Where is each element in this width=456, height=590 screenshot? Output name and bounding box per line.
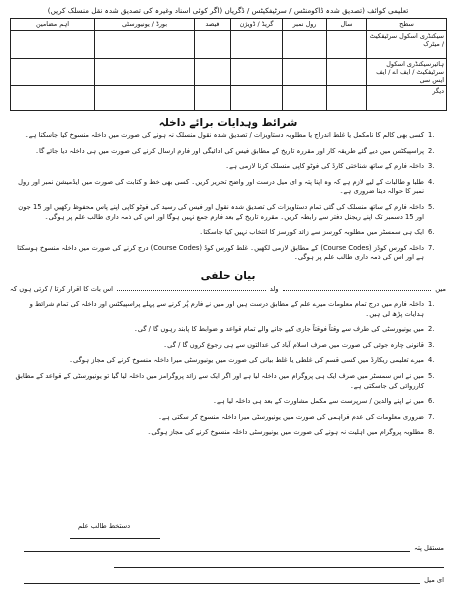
table-row	[11, 31, 447, 59]
roll-number-cell[interactable]	[283, 31, 327, 59]
intro-start: میں	[435, 284, 446, 293]
subjects-cell[interactable]	[11, 59, 95, 86]
list-item	[10, 203, 446, 222]
affidavit-intro	[10, 284, 446, 294]
column-header-board: بورڈ / یونیورسٹی	[95, 19, 195, 31]
item-text: ایک ہی سمسٹر میں مطلوبہ کورسز سے زائد کورسز کا انتخاب نہیں کیا جاسکتا۔	[199, 228, 424, 237]
list-item	[10, 356, 446, 366]
signature-label: دستخط طالب علم	[78, 522, 131, 530]
list-item	[10, 300, 446, 319]
email-label: ای میل	[424, 576, 444, 584]
list-item	[10, 397, 446, 407]
percentage-cell[interactable]	[195, 59, 231, 86]
item-number: 7.	[428, 412, 435, 421]
board-cell[interactable]	[95, 31, 195, 59]
item-text: میں یونیورسٹی کی طرف سے وقتاً فوقتاً جاری کیے جانے والے تمام قواعد و ضوابط کا پابند رہوں گا / گی۔	[133, 325, 424, 334]
table-row	[11, 59, 447, 86]
list-item	[10, 131, 446, 141]
intro-mid: ولد	[269, 284, 279, 293]
item-text: قانونی چارہ جوئی کی صورت میں صرف اسلام آباد کی عدالتوں سے ہی رجوع کروں گا / گی۔	[163, 340, 424, 349]
list-item	[10, 341, 446, 351]
table-header-row	[11, 19, 447, 31]
address-field-line-2[interactable]	[114, 560, 444, 568]
signature-line[interactable]	[70, 538, 160, 539]
item-number: 3.	[428, 162, 435, 171]
list-item	[10, 372, 446, 391]
column-header-grade: گریڈ / ڈویژن	[231, 19, 283, 31]
item-text: میں نے اس سمسٹر میں صرف ایک ہی پروگرام میں داخلہ لیا ہے اور اگر ایک سے زائد پروگرامز میں داخلہ لیا گیا تو یونیورسٹی کے قواعد کے مطابق کارروائی کی جاسکتی ہے۔	[15, 371, 424, 390]
column-header-percentage: فیصد	[195, 19, 231, 31]
item-text: ضروری معلومات کی عدم فراہمی کی صورت میں یونیورسٹی میرا داخلہ منسوخ کر سکتی ہے۔	[157, 412, 424, 421]
subjects-cell[interactable]	[11, 31, 95, 59]
list-item	[10, 162, 446, 172]
item-number: 4.	[428, 177, 435, 186]
grade-cell[interactable]	[231, 86, 283, 111]
column-header-year: سال	[327, 19, 367, 31]
subjects-cell[interactable]	[11, 86, 95, 111]
email-field[interactable]	[24, 576, 420, 584]
year-cell[interactable]	[327, 31, 367, 59]
roll-number-cell[interactable]	[283, 86, 327, 111]
affidavit-list	[10, 300, 446, 438]
percentage-cell[interactable]	[195, 86, 231, 111]
board-cell[interactable]	[95, 86, 195, 111]
board-cell[interactable]	[95, 59, 195, 86]
terms-title: شرائط وہدایات برائے داخلہ	[158, 117, 298, 129]
list-item	[10, 178, 446, 197]
year-cell[interactable]	[327, 59, 367, 86]
item-text: پراسپیکٹس میں دیے گئے طریقہ کار اور مقررہ تاریخ کے مطابق فیس کی ادائیگی اور فارم ارسال کرنے کی صورت میں ہی داخلہ دیا جائے گا۔	[35, 146, 424, 155]
item-text: مطلوبہ پروگرام میں اہلیت نہ ہونے کی صورت میں یونیورسٹی داخلہ منسوخ کرنے کی مجاز ہوگی۔	[147, 428, 424, 437]
qualifications-heading: تعلیمی کوائف (تصدیق شدہ ڈاکومنٹس / سرٹیفکیٹس / ڈگریاں (اگر کوئی اسناد وغیرہ کی تصدیق شدہ نقل منسلک کریں)	[47, 6, 409, 15]
row-label-intermediate: ہائیرسیکنڈری اسکول سرٹیفکیٹ / ایف اے / ایف ایس سی	[367, 59, 447, 86]
item-number: 5.	[428, 202, 435, 211]
item-number: 1.	[428, 131, 435, 139]
column-header-subjects: اہم مضامین	[11, 19, 95, 31]
father-name-field[interactable]	[117, 284, 266, 291]
item-number: 2.	[428, 146, 435, 155]
item-text: داخلہ فارم میں درج تمام معلومات میرے علم کے مطابق درست ہیں اور میں نے فارم پُر کرنے سے پہلے پراسپیکٹس اور داخلہ کی تمام شرائط و ہدایات پڑھ لی ہیں۔	[29, 299, 424, 318]
affidavit-title: بیان حلفی	[200, 269, 256, 282]
item-number: 4.	[428, 356, 435, 365]
address-field[interactable]	[24, 544, 410, 552]
year-cell[interactable]	[327, 86, 367, 111]
item-number: 5.	[428, 371, 435, 380]
item-text: میرے تعلیمی ریکارڈ میں کسی قسم کی غلطی یا غلط بیانی کی صورت میں یونیورسٹی میرا داخلہ منسوخ کرنے کی مجاز ہوگی۔	[69, 356, 424, 365]
list-item	[10, 147, 446, 157]
percentage-cell[interactable]	[195, 31, 231, 59]
list-item	[10, 228, 446, 238]
item-text: داخلہ کورس کوڈز (Course Codes) کے مطابق لازمی لکھیں۔ غلط کورس کوڈ (Course Codes) درج کرنے کی صورت میں داخلہ منسوخ ہوسکتا ہے اور اس کی ذمہ داری طالب علم پر ہوگی۔	[17, 243, 424, 262]
row-label-other: دیگر	[367, 86, 447, 111]
item-number: 7.	[428, 243, 435, 252]
column-header-roll-number: رول نمبر	[283, 19, 327, 31]
list-item	[10, 325, 446, 335]
grade-cell[interactable]	[231, 31, 283, 59]
item-number: 1.	[428, 299, 435, 308]
list-item	[10, 244, 446, 263]
grade-cell[interactable]	[231, 59, 283, 86]
signature-section	[0, 522, 456, 590]
qualifications-table	[10, 18, 447, 111]
address-continuation-row	[114, 560, 444, 568]
intro-end: اس بات کا اقرار کرتا / کرتی ہوں کہ	[9, 284, 113, 293]
roll-number-cell[interactable]	[283, 59, 327, 86]
item-number: 6.	[428, 397, 435, 406]
item-number: 2.	[428, 325, 435, 334]
email-row	[24, 576, 444, 584]
address-row	[24, 544, 444, 552]
item-text: میں نے اپنے والدین / سرپرست سے مکمل مشاورت کے بعد ہی داخلہ لیا ہے۔	[213, 397, 424, 406]
item-number: 3.	[428, 340, 435, 349]
name-field[interactable]	[283, 284, 432, 291]
item-number: 6.	[428, 228, 435, 237]
list-item	[10, 413, 446, 423]
row-label-matric: سیکنڈری اسکول سرٹیفکیٹ / میٹرک	[367, 31, 447, 59]
item-text: کسی بھی کالم کا نامکمل یا غلط اندراج یا مطلوبہ دستاویزات / تصدیق شدہ نقول منسلک نہ ہونے کی صورت میں داخلہ منسوخ کیا جاسکتا ہے۔	[24, 131, 424, 139]
table-row	[11, 86, 447, 111]
item-text: داخلہ فارم کے ساتھ شناختی کارڈ کی فوٹو کاپی منسلک کرنا لازمی ہے۔	[225, 162, 424, 171]
column-header-level: سطح	[367, 19, 447, 31]
list-item	[10, 428, 446, 438]
address-label: مستقل پتہ	[414, 544, 444, 552]
item-text: داخلہ فارم کے ساتھ منسلک کی گئی تمام دستاویزات کی تصدیق شدہ نقول اور فیس کی رسید کی فوٹو کاپی اپنے پاس محفوظ رکھیں اور 15 جون اور 15 دسمبر تک اپنے ریجنل دفتر سے رابطہ کریں۔ مقررہ تاریخ کے بعد فارم جمع نہیں ہوگا اور اس کی ذمہ داری طالب علم پر ہوگی۔	[18, 202, 424, 221]
item-text: طلبا و طالبات کے لیے لازم ہے کہ وہ اپنا پتہ و ای میل درست اور واضح تحریر کریں۔ کسی بھی خط و کتابت کی صورت میں ایڈمیشن نمبر اور رول نمبر کا حوالہ دینا ضروری ہے۔	[18, 177, 424, 196]
terms-list	[10, 131, 446, 263]
item-number: 8.	[428, 428, 435, 437]
